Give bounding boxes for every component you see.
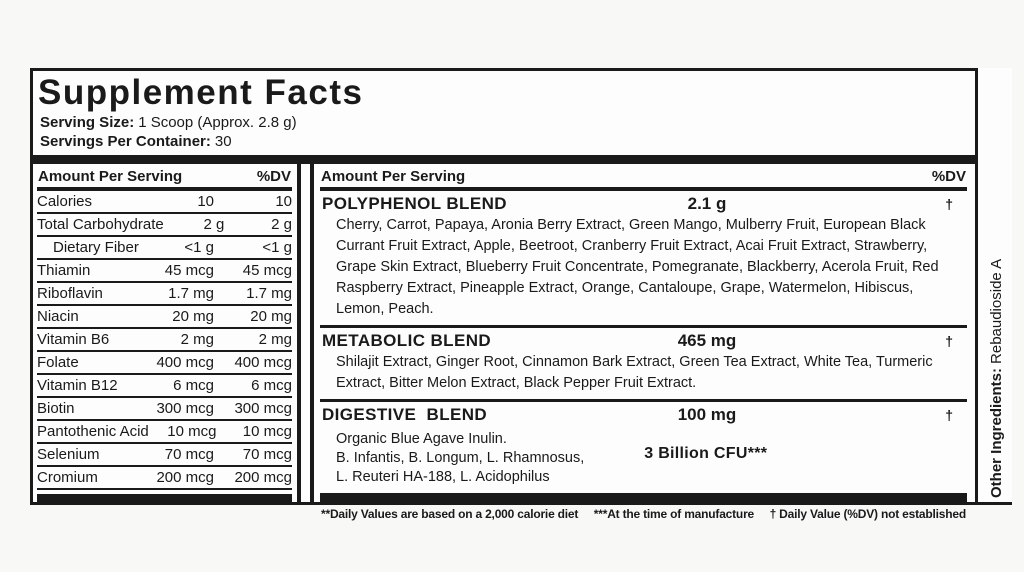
nutrient-amount: 20 mg — [172, 308, 214, 325]
blend-name: DIGESTIVE BLEND — [322, 405, 488, 424]
table-row — [37, 421, 292, 444]
nutrient-name: Calories — [37, 193, 93, 210]
nutrient-amount: 70 mcg — [164, 446, 214, 463]
nutrient-dv: 2 g — [271, 216, 292, 233]
table-row — [37, 467, 292, 490]
table-row — [37, 306, 292, 329]
blend-header — [320, 191, 967, 214]
dv-header: %DV — [256, 168, 291, 185]
nutrient-name: Pantothenic Acid — [37, 423, 149, 440]
blend-amount: 100 mg — [677, 405, 737, 424]
nutrient-amount: 400 mcg — [156, 354, 214, 371]
nutrient-name: Thiamin — [37, 262, 91, 279]
nutrient-amount: 200 mcg — [156, 469, 214, 486]
nutrient-amount: 10 — [197, 193, 214, 210]
blend-dv-dagger: † — [945, 407, 953, 423]
other-ingredients-label: Other Ingredients: — [988, 367, 1005, 498]
digestive-line: B. Infantis, B. Longum, L. Rhamnosus, — [336, 450, 585, 466]
dv-header: %DV — [931, 168, 966, 185]
nutrient-amount: <1 g — [184, 239, 214, 256]
header-divider-bar — [33, 155, 975, 164]
nutrient-amount: 45 mcg — [164, 262, 214, 279]
amount-per-serving-header: Amount Per Serving — [38, 168, 183, 185]
table-row — [37, 283, 292, 306]
nutrient-table-header — [37, 164, 292, 191]
servings-per-container-line — [38, 132, 969, 151]
nutrient-dv: 70 mcg — [242, 446, 292, 463]
nutrient-name: Niacin — [37, 308, 79, 325]
table-row — [37, 375, 292, 398]
nutrient-name: Riboflavin — [37, 285, 103, 302]
footnote-divider-bar — [320, 493, 967, 503]
table-row — [37, 260, 292, 283]
columns — [33, 164, 975, 521]
nutrient-table-bottom-bar — [37, 494, 292, 502]
other-ingredients-text — [984, 74, 1010, 498]
nutrient-dv: 45 mcg — [242, 262, 292, 279]
digestive-line: Organic Blue Agave Inulin. — [336, 431, 507, 447]
table-row — [37, 214, 292, 237]
column-gap — [301, 164, 310, 502]
nutrient-dv: 6 mcg — [251, 377, 292, 394]
cfu-count: 3 Billion CFU*** — [644, 445, 768, 462]
nutrient-amount: 2 mg — [180, 331, 214, 348]
other-ingredients-value: Rebaudioside A — [988, 258, 1005, 364]
blend-section-digestive — [320, 399, 967, 493]
blend-name: POLYPHENOL BLEND — [322, 194, 507, 213]
digestive-blend-body — [320, 425, 967, 493]
blend-dv-dagger: † — [945, 196, 953, 212]
table-row — [37, 237, 292, 260]
nutrient-dv: 200 mcg — [234, 469, 292, 486]
nutrient-table — [33, 164, 301, 502]
footnote-manufacture: ***At the time of manufacture — [593, 507, 755, 521]
blend-header — [320, 328, 967, 351]
servings-per-container-value: 30 — [214, 133, 232, 150]
nutrient-name: Folate — [37, 354, 79, 371]
nutrient-dv: 20 mg — [250, 308, 292, 325]
nutrient-rows — [37, 191, 292, 490]
nutrient-dv: 1.7 mg — [246, 285, 292, 302]
blend-amount: 2.1 g — [687, 194, 727, 213]
serving-size-label: Serving Size: — [40, 114, 135, 131]
nutrient-dv: 400 mcg — [234, 354, 292, 371]
nutrient-name: Vitamin B12 — [37, 377, 118, 394]
nutrient-dv: <1 g — [262, 239, 292, 256]
serving-size-line — [38, 113, 969, 132]
nutrient-amount: 10 mcg — [167, 423, 217, 440]
digestive-line: L. Reuteri HA-188, L. Acidophilus — [336, 469, 550, 485]
nutrient-amount: 1.7 mg — [168, 285, 214, 302]
table-row — [37, 398, 292, 421]
page-title: Supplement Facts — [38, 73, 364, 112]
serving-size-value: 1 Scoop (Approx. 2.8 g) — [138, 114, 297, 131]
nutrient-name: Selenium — [37, 446, 100, 463]
blend-panel-header — [320, 164, 967, 191]
blend-section-polyphenol — [320, 191, 967, 325]
title-block — [33, 71, 975, 151]
table-row — [37, 329, 292, 352]
nutrient-name: Cromium — [37, 469, 98, 486]
nutrient-dv: 10 mcg — [242, 423, 292, 440]
servings-per-container-label: Servings Per Container: — [40, 133, 211, 150]
blend-section-metabolic — [320, 325, 967, 399]
footnote-dv-not-established: † Daily Value (%DV) not established — [769, 507, 966, 521]
amount-per-serving-header: Amount Per Serving — [321, 168, 466, 185]
nutrient-dv: 2 mg — [258, 331, 292, 348]
nutrient-name: Total Carbohydrate — [37, 216, 164, 233]
footnotes — [320, 503, 967, 522]
table-row — [37, 191, 292, 214]
nutrient-amount: 300 mcg — [156, 400, 214, 417]
nutrient-dv: 10 — [275, 193, 292, 210]
blend-ingredients: Shilajit Extract, Ginger Root, Cinnamon Bark Extract, Green Tea Extract, White Tea, Turmeric Extract, Bitter Melon Extract, Black Pepper Fruit Extract. — [336, 354, 933, 391]
nutrient-name: Vitamin B6 — [37, 331, 110, 348]
blend-amount: 465 mg — [677, 331, 737, 350]
blend-name: METABOLIC BLEND — [322, 331, 492, 350]
blend-panel — [310, 164, 975, 521]
blend-dv-dagger: † — [945, 333, 953, 349]
table-row — [37, 444, 292, 467]
blend-header — [320, 402, 967, 425]
table-row — [37, 352, 292, 375]
supplement-facts-panel — [30, 68, 978, 521]
blend-ingredients: Cherry, Carrot, Papaya, Aronia Berry Extract, Green Mango, Mulberry Fruit, European Black Currant Fruit Extract, Apple, Beetroot, Cranberry Fruit Extract, Acai Fruit Extract, Strawberry, Grape Skin Extract, Blueberry Fruit Concentrate, Pomegranate, Blackberry, Acerola Fruit, Red Raspberry Extract, Pineapple Extract, Orange, Cantaloupe, Grape, Watermelon, Hibiscus, Lemon, Peach. — [336, 217, 939, 317]
other-ingredients-strip — [978, 68, 1012, 505]
digestive-ingredient-lines — [336, 430, 584, 487]
nutrient-dv: 300 mcg — [234, 400, 292, 417]
nutrient-amount: 2 g — [203, 216, 225, 233]
nutrient-name: Biotin — [37, 400, 75, 417]
nutrient-name: Dietary Fiber — [53, 239, 139, 256]
nutrient-amount: 6 mcg — [173, 377, 214, 394]
footnote-daily-values: **Daily Values are based on a 2,000 calorie diet — [321, 507, 579, 521]
